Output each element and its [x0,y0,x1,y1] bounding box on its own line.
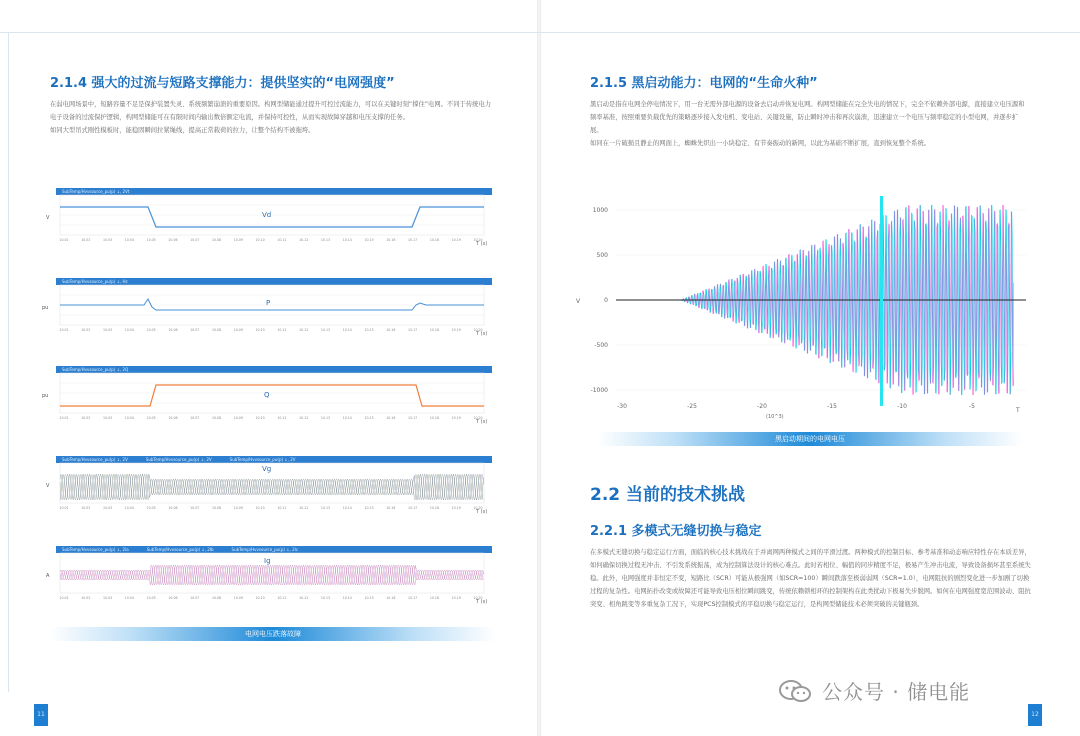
time-tick-label: 10.20 [473,596,483,600]
time-tick-label: 10.01 [59,328,69,332]
chart-q-plot [42,373,492,425]
cursor-marker [880,196,883,406]
time-tick-label: 10.05 [146,596,156,600]
time-tick-label: 10.02 [81,416,91,420]
book-spine [537,0,541,736]
time-tick-label: 10.07 [190,238,200,242]
time-tick-label: 10.06 [168,596,178,600]
time-tick-label: 10.10 [255,506,265,510]
trace-label: Ig [264,557,271,565]
time-tick-label: 10.07 [190,328,200,332]
time-tick-label: 10.07 [190,506,200,510]
x-tick-label: -20 [757,403,767,410]
time-tick-label: 10.14 [342,328,352,332]
time-tick-label: 10.17 [408,416,418,420]
time-tick-label: 10.13 [320,328,331,332]
chart-vd [46,188,492,247]
time-tick-label: 10.06 [168,416,178,420]
time-tick-label: 10.12 [299,238,309,242]
paragraph: 黑启动是指在电网全停电情况下，用一台无需外部电源的设备去启动并恢复电网。构网型储能在完全失电的情况下，完全不依赖外部电源，直接建立电压源和频率基准，按照重要负载优先的策略逐步接入发电机、变电站、关键设施，防止瞬时冲击和再次崩溃，迅速建立一个电压与频率稳定的小型电网，并逐步扩展。 [590,101,1025,134]
time-tick-label: 10.05 [146,328,156,332]
time-tick-label: 10.10 [255,596,265,600]
chart-legend: SubTemp/Hvvsource_pu(p) ↓, 2Vt [56,188,492,195]
x-axis-label: T [1016,407,1020,414]
y-tick-label: 500 [596,252,608,259]
chart-vd-plot [46,195,492,247]
time-tick-label: 10.02 [81,596,91,600]
chart-legend: SubTemp/Hvvsource_pu(p) ↓, 2Q [56,366,492,373]
y-axis-label: A [46,573,50,579]
time-tick-label: 10.05 [146,238,156,242]
time-tick-label: 10.17 [408,238,418,242]
time-tick-label: 10.09 [233,416,243,420]
right-text-block [590,98,1030,150]
time-tick-label: 10.10 [255,416,265,420]
time-tick-label: 10.03 [103,596,113,600]
time-tick-label: 10.09 [233,506,243,510]
time-tick-label: 10.15 [364,328,374,332]
time-tick-label: 10.12 [299,328,309,332]
time-unit: T (s) [476,419,488,425]
time-unit: T (s) [476,331,488,337]
time-tick-label: 10.13 [320,506,331,510]
trace-label: Q [264,391,270,399]
time-tick-label: 10.18 [429,416,439,420]
time-tick-label: 10.16 [386,328,396,332]
y-axis-label: V [46,483,50,489]
time-tick-label: 10.09 [233,238,243,242]
x-tick-label: -30 [617,403,627,410]
section-heading-2-2: 2.2 当前的技术挑战 [590,485,746,505]
time-tick-label: 10.09 [233,596,243,600]
time-tick-label: 10.03 [103,328,113,332]
watermark [778,676,970,705]
page-number-left: 11 [34,704,48,726]
x-tick-labels [617,403,975,410]
time-tick-label: 10.14 [342,506,352,510]
time-tick-label: 10.04 [124,238,134,242]
time-tick-label: 10.18 [429,596,439,600]
time-tick-label: 10.16 [386,596,396,600]
time-tick-label: 10.11 [277,506,287,510]
time-tick-label: 10.11 [277,238,287,242]
time-tick-label: 10.10 [255,328,265,332]
time-tick-label: 10.04 [124,416,134,420]
wechat-icon [778,679,812,703]
time-tick-label: 10.04 [124,506,134,510]
time-tick-label: 10.16 [386,506,396,510]
time-tick-label: 10.06 [168,238,178,242]
time-tick-label: 10.06 [168,506,178,510]
time-tick-label: 10.20 [473,238,483,242]
time-tick-label: 10.11 [277,328,287,332]
time-tick-label: 10.17 [408,596,418,600]
time-tick-label: 10.02 [81,506,91,510]
time-tick-label: 10.15 [364,506,374,510]
time-tick-label: 10.13 [320,416,331,420]
time-tick-label: 10.14 [342,416,352,420]
time-tick-label: 10.09 [233,328,243,332]
time-unit: T (s) [476,241,488,247]
time-tick-label: 10.16 [386,416,396,420]
time-tick-label: 10.19 [451,506,461,510]
watermark-text: 公众号 · 储电能 [822,680,971,704]
y-tick-label: 1000 [592,207,608,214]
trace-label: Vd [262,211,272,219]
y-tick-label: -500 [594,342,608,349]
y-axis-label: pu [42,393,49,399]
time-tick-label: 10.03 [103,416,113,420]
time-tick-label: 10.12 [299,506,309,510]
x-tick-label: -5 [969,403,975,410]
time-tick-label: 10.20 [473,506,483,510]
trace-label: P [266,299,271,307]
time-tick-label: 10.07 [190,596,200,600]
time-tick-label: 10.13 [320,596,331,600]
left-page [0,0,538,736]
chart-vg [46,456,492,515]
time-unit: T (s) [476,509,488,515]
time-tick-label: 10.08 [211,416,222,420]
right-page [540,0,1080,736]
time-tick-label: 10.08 [211,238,222,242]
time-tick-label: 10.05 [146,506,156,510]
subsection-heading-2-2-1: 2.2.1 多模式无缝切换与稳定 [590,524,762,539]
time-tick-label: 10.01 [59,416,69,420]
time-tick-label: 10.01 [59,238,69,242]
time-tick-label: 10.08 [211,328,222,332]
figure-caption-right: 黑启动期间的电网电压 [598,432,1022,446]
left-text-block [50,98,496,137]
paragraph: 在多模式无缝切换与稳定运行方面，面临的核心技术挑战在于并离网两种模式之间的平滑过渡。两种模式的控制目标、参考基准和动态响应特性存在本质差异，如何确保切换过程无冲击、不引发系统振荡，成为控制算法设计的核心难点。此时若相位、幅值的同步精度不足，极易产生冲击电流，导致设备损坏甚至系统失稳。此外，电网强度并非恒定不变，短路比（SCR）可能从极强网（如SCR=100）瞬间跌落至极弱弱网（SCR=1.0），电网阻抗的剧烈变化进一步加剧了切换过程的复杂性。电网拓扑改变或故障还可能导致电压相位瞬间跳变，传统依赖锁相环的控制架构在此类扰动下极易失步脱网。如何在电网强度宽范围波动、阻抗突变、相角跳变等多重复杂工况下，实现PCS控制模式的平稳切换与稳定运行，是构网型储能技术必须突破的关键瓶颈。 [590,549,1031,608]
time-tick-label: 10.17 [408,328,418,332]
time-tick-label: 10.16 [386,238,396,242]
y-axis-label: V [576,298,581,305]
chart-ig-plot [46,553,492,605]
x-tick-label: -15 [827,403,837,410]
x-axis-note: (10^3) [766,414,784,420]
time-tick-label: 10.05 [146,416,156,420]
time-tick-label: 10.19 [451,328,461,332]
y-tick-label: 0 [604,297,608,304]
time-tick-label: 10.18 [429,238,439,242]
paragraph: 在弱电网场景中，短路容量不足是保护装置失灵、系统频繁崩溃的重要原因。构网型储能通过提升可控过流能力，可以在关键时刻“撑住”电网。不同于传统电力电子设备的过流保护逻辑，构网型储能可在有限时间内输出数倍额定电流，并保持可控性，从而实现故障穿越和电压支撑的任务。 [50,101,492,121]
time-tick-label: 10.11 [277,416,287,420]
time-tick-label: 10.20 [473,328,483,332]
time-tick-label: 10.04 [124,328,134,332]
time-tick-label: 10.10 [255,238,265,242]
time-tick-label: 10.06 [168,328,178,332]
x-tick-label: -10 [897,403,907,410]
time-tick-label: 10.11 [277,596,287,600]
chart-q [42,366,492,425]
time-tick-label: 10.20 [473,416,483,420]
chart-legend: SubTemp/Hvvsource_pu(p) ↓, 2Ia SubTemp/Hvvsource_pu(p) ↓, 2Ib SubTemp/Hvvsource_pu(p) ↓, 2Ic [56,546,492,553]
section-heading-2-1-4: 2.1.4 强大的过流与短路支撑能力：提供坚实的“电网强度” [50,76,395,91]
time-tick-label: 10.07 [190,416,200,420]
chart-legend: SubTemp/Hvvsource_pu(p) ↓, 2V SubTemp/Hvvsource_pu(p) ↓, 2V SubTemp/Hvvsource_pu(p) ↓, 2V [56,456,492,463]
chart-vg-plot [46,463,492,515]
time-tick-label: 10.08 [211,506,222,510]
y-tick-labels [591,207,609,394]
paragraph: 如同大型吊式刚性模板时，能稳固瞬间拉紧绳线，提高正常载荷的拉力，让整个结构不被拖垮。 [50,127,315,134]
paragraph: 如同在一片破损且静止的网面上，蜘蛛先织出一小块稳定、有节奏振动的新网，以此为基础不断扩展，直到恢复整个系统。 [590,140,931,147]
time-tick-label: 10.08 [211,596,222,600]
time-tick-label: 10.03 [103,238,113,242]
y-axis-label: pu [42,305,49,311]
time-tick-label: 10.13 [320,238,331,242]
chart-ig [46,546,492,605]
black-start-voltage-chart [570,190,1040,422]
time-tick-label: 10.14 [342,596,352,600]
time-tick-label: 10.17 [408,506,418,510]
figure-caption-left: 电网电压跌落故障 [50,627,496,641]
right-body-text [590,546,1034,611]
time-tick-label: 10.15 [364,416,374,420]
time-tick-label: 10.12 [299,596,309,600]
time-tick-label: 10.01 [59,596,69,600]
header-rule [0,32,1080,33]
y-axis-label: V [46,215,50,221]
time-tick-label: 10.02 [81,238,91,242]
time-tick-label: 10.15 [364,596,374,600]
time-tick-label: 10.04 [124,596,134,600]
chart-legend: SubTemp/Hvvsource_pu(p) ↓, Hz [56,278,492,285]
y-tick-label: -1000 [590,387,608,394]
trace-label: Vg [262,465,272,473]
time-tick-label: 10.03 [103,506,113,510]
section-heading-2-1-5: 2.1.5 黑启动能力：电网的“生命火种” [590,76,818,91]
time-tick-label: 10.15 [364,238,374,242]
left-margin-rule [8,32,9,692]
time-tick-label: 10.02 [81,328,91,332]
time-unit: T (s) [476,599,488,605]
time-tick-label: 10.12 [299,416,309,420]
time-tick-label: 10.19 [451,238,461,242]
chart-p [42,278,492,337]
chart-p-plot [42,285,492,337]
x-tick-label: -25 [687,403,697,410]
time-tick-label: 10.19 [451,416,461,420]
time-tick-label: 10.18 [429,328,439,332]
time-tick-label: 10.18 [429,506,439,510]
time-tick-label: 10.14 [342,238,352,242]
page-number-right: 12 [1028,704,1042,726]
time-tick-label: 10.01 [59,506,69,510]
time-tick-label: 10.19 [451,596,461,600]
